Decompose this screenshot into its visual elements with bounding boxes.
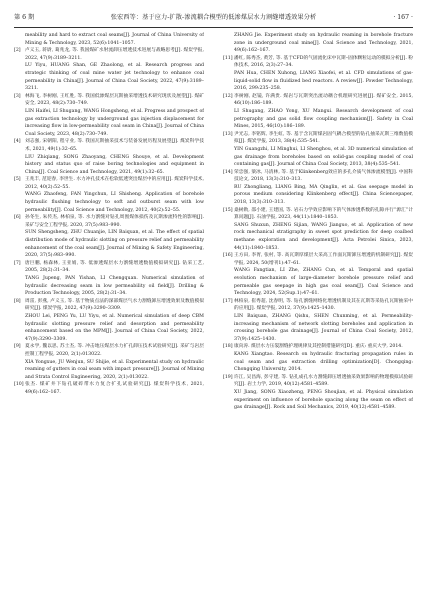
reference-number: [12]: [223, 93, 233, 99]
reference-text: XU Jiang, SONG Xiaozheng, PENG Shoujian, et al. Physical simulation experiment on influence of borehole spacing along the seam on effect of gas drainage[J]. Rock and Soil Mechanics, 2019, 40(12):4581–4589.: [234, 389, 413, 411]
reference-entry: [223, 55, 413, 70]
reference-text: WANG Zhaofeng, FAN Yingchun, LI Shisheng. Application of borehole hydraulic flushing technology to soft and outburst seam with low permeability[J]. Coal Science and Technology, 2012, 40(2):52–55.: [25, 192, 204, 213]
reference-text: 尹光志, 李铭辉, 李生虹, 等. 基于含瓦斯煤岩固气耦合模型的钻孔抽采瓦斯三维数值模拟[J]. 煤炭学报, 2013, 38(4):535–541.: [234, 131, 413, 145]
reference-translation: [223, 389, 413, 412]
reference-text: LIU Zhiqiang, SONG Zhaoyang, CHENG Shouye, et al. Development history and status quo of raise boring technologies and equipment in China[J]. Coal Science and Technology, 2021, 49(1):32–65.: [25, 154, 204, 175]
reference-translation: [14, 154, 204, 177]
reference-entry: [14, 343, 204, 358]
reference-entry: [223, 374, 413, 389]
reference-number: [6]: [14, 215, 21, 221]
reference-entry: [223, 207, 413, 222]
reference-text: 李树刚, 赵镜, 许满贵. 煤岩与瓦斯突出流动耦合机理研究进展[J]. 煤矿安全, 2015, 46(10):186–189.: [234, 93, 413, 107]
reference-number: [8]: [14, 298, 21, 304]
reference-text: 张杰. 煤矿井下钻孔破碎带水力复合扩孔试验研究[J]. 煤炭科学技术, 2021, 49(6):162–167.: [25, 382, 204, 395]
reference-text: 唐巨鹏, 杨森林, 王亚娟, 等. 低渗透煤层水力割缝增透数值模拟研究[J]. 钻采工艺, 2005, 28(2):31–34.: [25, 260, 204, 274]
reference-translation: [14, 359, 204, 382]
reference-entry: [14, 214, 204, 229]
reference-number: [15]: [223, 207, 233, 213]
reference-translation: [223, 184, 413, 207]
reference-entry: [14, 93, 204, 108]
reference-translation: [14, 191, 204, 214]
reference-entry: [223, 298, 413, 313]
reference-number: [7]: [14, 260, 21, 266]
reference-text: PAN Hua, CHEN Xuhong, LIANG Xiaofei, et al. CFD simulations of gas-liquid-solid flow in fluidized bed reactors. A review[J]. Powder Technology, 2016, 299:235–258.: [234, 70, 413, 92]
reference-text: 周雷, 彭燕, 卢义玉, 等. 基于物质点法的深部煤层气水力割缝卸压增透效果及数值模拟研究[J]. 煤炭学报, 2022, 47(9):3290–3309.: [25, 298, 204, 312]
reference-text: 王兆丰, 范迎春, 李世生. 水力冲孔技术在松软低透突出煤层中的应用[J]. 煤炭科学技术, 2012, 40(2):52–55.: [25, 177, 204, 190]
reference-entry: [223, 343, 413, 351]
reference-translation: [14, 313, 204, 343]
reference-translation: [223, 108, 413, 131]
reference-number: [13]: [223, 131, 233, 137]
reference-text: meability and hard to extract coal seams[J]. Journal of China University of Mining & Technology, 2023, 52(6):1041–1057.: [25, 33, 204, 46]
reference-text: WANG Fangtian, LI Zhe, ZHANG Cun, et al. Temporal and spatial evolution mechanism of large-diameter borehole pressure relief and permeable gas seepage in high gas coal seam[J]. Coal Science and Technology, 2024, 52(Sup.1):47–61.: [234, 268, 413, 297]
reference-translation: [223, 313, 413, 343]
reference-text: 刘志强, 宋朝阳, 程守业, 等. 我国瓦斯抽采技术与装备发展历程及展望[J]. 煤炭科学技术, 2021, 49(1):32–65.: [25, 139, 204, 152]
header-divider: [14, 27, 413, 28]
reference-text: XIA Yongxue, JU Wenjun, SU Shijie, et al. Experimental study on hydraulic reaming of gutters in coal seam with impact pressure[J]. Journal of Mining and Strata Control Engineering, 2020, 2(1):013022.: [25, 359, 204, 380]
reference-entry: [14, 138, 204, 153]
reference-translation: [223, 267, 413, 297]
reference-text: RU Zhongliang, LIANG Bing, MA Qinglin, et al. Gas seepage model in porous medium considering Klinkenberg effect[J]. China Sciencepaper, 2018, 13(3):310–313.: [234, 184, 413, 206]
reference-text: 孙冬生, 朱传杰, 林柏泉, 等. 水力割缝对钻孔周围煤体损伤及瓦斯渗流特性的影响[J]. 采矿与安全工程学报, 2020, 37(5):983–990.: [25, 215, 204, 228]
reference-translation: [14, 108, 204, 138]
reference-translation: [14, 275, 204, 298]
reference-number: [10]: [14, 382, 24, 388]
issue-number: 第 6 期: [14, 14, 35, 21]
reference-entry: [14, 260, 204, 275]
reference-number: [9]: [14, 344, 21, 350]
reference-text: TANG Jupeng, PAN Yishan, LI Chengquan. Numerical simulation of hydraulic decreasing seam in low permeability oil field[J]. Drilling & Production Technology, 2005, 28(2):31–34.: [25, 276, 204, 297]
reference-translation: [223, 222, 413, 252]
reference-text: ZHOU Lei, PENG Yu, LU Yiyu, et al. Numerical simulation of deep CBM hydraulic slotting pressure relief and desorption and permeability enhancement based on the MPM[J]. Journal of China Coal Society, 2022, 47(9):3290–3309.: [25, 313, 204, 342]
reference-text: SUN Shengsheng, ZHU Chuanjie, LIN Baiquan, et al. The effect of spatial distribution mode of hydraulic slotting on pressure relief and permeability enhancement of the coal seam[J]. Journal of Mining & Safety Engineering, 2020, 37(5):983–990.: [25, 230, 204, 259]
reference-text: 许江, 吴昌海, 彭守建, 等. 钻孔成孔水力割缝卸压增透抽采效果影响的物理模拟试验研究[J]. 岩土力学, 2019, 40(12):4581–4589.: [234, 374, 413, 388]
reference-text: LI Shugang, ZHAO Yong, XU Mangui. Research development of coal petrography and gas solid flow coupling mechanism[J]. Safety in Coal Mines, 2015, 46(10):186–189.: [234, 108, 413, 130]
reference-text: 林海飞, 李树刚, 王红胜, 等. 我国低渗煤层瓦斯抽采增透技术研究现状及展望[J]. 煤矿安全, 2023, 48(2):730–749.: [25, 93, 204, 107]
page-number: · 167 ·: [393, 14, 413, 21]
reference-text: KANG Xiangtao. Research on hydraulic fracturing propagation rules in coal seam and gas extraction drilling optimization[D]. Chongqing: Chongqing University, 2014.: [234, 351, 413, 373]
reference-text: 夏永学, 魏以思, 苏士杰, 等. 冲击地压煤层水力扩孔卸压技术试验研究[J]. 采矿与岩层控制工程学报, 2020, 2(1):013022.: [25, 344, 204, 357]
reference-translation: [14, 32, 204, 47]
reference-text: ZHANG Jie. Experiment study on hydraulic reaming in borehole fracture zone in underground coal mine[J]. Coal Science and Technology, 2021, 49(6):162–167.: [234, 33, 413, 54]
reference-text: LIN Haifei, LI Shugang, WANG Hongsheng, et al. Progress and prospect of gas extraction technology by underground gas injection displacement for increasing flow in low-permeability coal seam in China[J]. Journal of China Coal Society, 2023, 48(2):730–749.: [25, 108, 204, 137]
reference-number: [16]: [223, 253, 233, 259]
reference-entry: [223, 93, 413, 108]
reference-entry: [14, 47, 204, 62]
reference-text: YIN Guangzhi, LI Minghui, LI Shenghou, et al. 3D numerical simulation of gas drainage from boreholes based on solid-gas coupling model of coal containing gas[J]. Journal of China Coal Society, 2013, 38(4):535–541.: [234, 146, 413, 168]
reference-entry: [223, 131, 413, 146]
reference-number: [14]: [223, 169, 233, 175]
reference-translation: [223, 146, 413, 169]
reference-column-right: [223, 32, 413, 598]
reference-number: [3]: [14, 93, 21, 99]
reference-number: [4]: [14, 139, 21, 145]
reference-text: 王方田, 李胥, 张村, 等. 高瓦斯厚煤层大采高工作面瓦斯卸压增透的机制研究[J]. 煤炭学报, 2024, 50(增刊1):47–61.: [234, 253, 413, 266]
reference-text: 荣忠强, 梁冰, 马清林, 等. 基于Klinkenberg效应的多孔介质气体渗流模型[J]. 中国科技论文, 2018, 13(3):310–313.: [234, 169, 413, 183]
reference-entry: [14, 298, 204, 313]
reference-number: [17]: [223, 298, 233, 304]
running-header: [14, 12, 413, 24]
reference-entry: [14, 381, 204, 396]
reference-entry: [223, 169, 413, 184]
reference-translation: [223, 351, 413, 374]
reference-text: 桑树勋, 邵小建, 王建国, 等. 岩石力学效应影响下的气体渗透系数的孔隙并行“源汇”计算问题[J]. 石油学报, 2023, 44(11):1840–1853.: [234, 207, 413, 221]
reference-column-left: [14, 32, 204, 598]
reference-number: [18]: [223, 344, 233, 350]
reference-text: SANG Shuxun, ZHENG Sijian, WANG Jianguo, et al. Application of new rock mechanical stratigraphy in sweet spot prediction for deep coalbed methane exploration and development[J]. Acta Petrolei Sinica, 2023, 44(11):1840–1853.: [234, 222, 413, 251]
reference-number: [2]: [14, 48, 21, 54]
reference-translation: [223, 32, 413, 55]
article-running-title: 张宏西等：基于应力-扩散-渗流耦合模型的低渗煤层水力割缝增透效果分析: [110, 14, 317, 21]
reference-text: 林柏泉, 崔秀超, 沈春明, 等. 钻孔割缝网络化增透机制及其在瓦斯等采钻孔瓦斯抽采中的应用[J]. 煤炭学报, 2012, 37(9):1425–1430.: [234, 298, 413, 312]
reference-number: [11]: [223, 55, 233, 61]
reference-entry: [223, 252, 413, 267]
reference-text: LIN Baiquan, ZHANG Qishu, SHEN Chunming, et al. Permeability-increasing mechanism of network slotting boreholes and application in crossing borehole gas drainage[J]. Journal of China Coal Society, 2012, 37(9):1425–1430.: [234, 313, 413, 342]
reference-translation: [14, 229, 204, 259]
reference-entry: [14, 176, 204, 191]
reference-translation: [223, 70, 413, 93]
reference-text: 卢义玉, 蒋尉, 葛兆龙, 等. 我国煤矿水射流卸压增透技术进展与战略思考[J]. 煤炭学报, 2022, 47(9):3189–3211.: [25, 48, 204, 61]
reference-text: 康向涛. 煤层水力压裂割缝护理规律及其控制措施研究[D]. 重庆: 重庆大学, 2014.: [234, 344, 403, 350]
reference-text: LU Yiyu, HUANG Shan, GE Zhaolong, et al. Research progress and strategic thinking of coal mine water jet technology to enhance coal permeability in China[J]. Journal of China Coal Society, 2022, 47(9):3189–3211.: [25, 63, 204, 92]
reference-translation: [14, 62, 204, 92]
reference-text: 潘红, 陈秀杰, 黄芳, 等. 基于CFD的气固流化床中瓦斯–固体颗粒运动的模拟分析[J]. 粉体技术, 2016, 2(3):27–34.: [234, 55, 413, 69]
reference-number: [5]: [14, 177, 21, 183]
reference-number: [19]: [223, 374, 233, 380]
